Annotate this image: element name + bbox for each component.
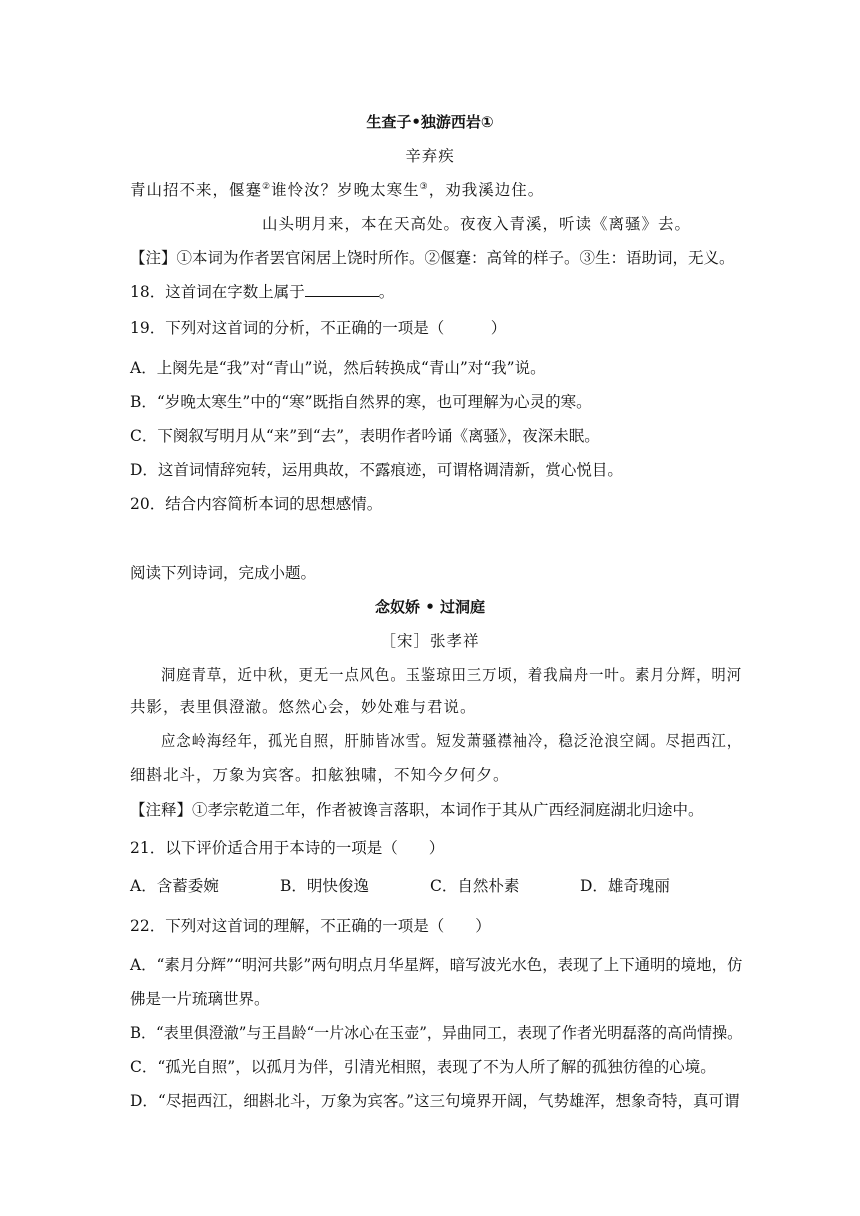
section-intro: 阅读下列诗词，完成小题。 [130,564,317,582]
poem1-line1-part-b: 谁怜汝？岁晚太寒生 [271,181,420,199]
question-21-option-b: B．明快俊逸 [280,877,369,895]
question-19-stem: 19．下列对这首词的分析，不正确的一项是（ ） [130,319,507,337]
poem1-line1-part-a: 青山招不来，偃蹇 [130,181,263,199]
footnote-marker-2: ② [262,181,272,192]
poem1-author: 辛弃疾 [405,147,455,165]
poem1-title: 生查子•独游西岩① [366,113,494,131]
question-22-option-d: D．“尽挹西江，细斟北斗，万象为宾客。”这三句境界开阔，气势雄浑，想象奇特，真可谓 [130,1092,740,1110]
question-18-text: 18．这首词在字数上属于 [130,283,305,301]
question-21-stem: 21．以下评价适合用于本诗的一项是（ ） [130,839,445,857]
question-22-option-a-line2: 佛是一片琉璃世界。 [130,990,270,1008]
question-21-option-d: D．雄奇瑰丽 [580,877,670,895]
poem2-title: 念奴娇 • 过洞庭 [374,598,486,616]
poem1-note: 【注】①本词为作者罢官闲居上饶时所作。②偃蹇：高耸的样子。③生：语助词，无义。 [130,249,735,267]
poem2-stanza2-line1: 应念岭海经年，孤光自照，肝肺皆冰雪。短发萧骚襟袖冷，稳泛沧浪空阔。尽挹西江， [161,732,742,750]
question-22-option-c: C．“孤光自照”，以孤月为伴，引清光相照，表现了不为人所了解的孤独彷徨的心境。 [130,1058,716,1076]
question-19-option-d: D．这首词情辞宛转，运用典故，不露痕迹，可谓格调清新，赏心悦目。 [130,461,623,479]
footnote-marker-3: ③ [419,181,429,192]
question-21-option-a: A．含蓄委婉 [130,877,219,895]
poem2-stanza1-line1: 洞庭青草，近中秋，更无一点风色。玉鉴琼田三万顷，着我扁舟一叶。素月分辉，明河 [161,666,742,684]
poem2-stanza2-line2: 细斟北斗，万象为宾客。扣舷独啸，不知今夕何夕。 [130,766,510,784]
answer-blank [305,282,379,297]
question-19-option-a: A．上阕先是“我”对“青山”说，然后转换成“青山”对“我”说。 [130,359,546,377]
poem1-line2: 山头明月来，本在天高处。夜夜入青溪，听读《离骚》去。 [262,215,692,233]
poem2-stanza1-line2: 共影，表里俱澄澈。悠然心会，妙处难与君说。 [130,698,477,716]
poem2-note: 【注释】①孝宗乾道二年，作者被谗言落职，本词作于其从广西经洞庭湖北归途中。 [130,801,704,819]
question-21-option-c: C．自然朴素 [430,877,520,895]
question-22-stem: 22．下列对这首词的理解，不正确的一项是（ ） [130,917,491,935]
question-19-option-b: B．“岁晚太寒生”中的“寒”既指自然界的寒，也可理解为心灵的寒。 [130,393,592,411]
question-18 [130,282,394,302]
question-19-option-c: C．下阕叙写明月从“来”到“去”，表明作者吟诵《离骚》，夜深未眠。 [130,427,600,445]
poem1-line1 [130,180,544,200]
question-22-option-a-line1: A．“素月分辉”“明河共影”两句明点月华星辉，暗写波光水色，表现了上下通明的境地，仿 [130,956,743,974]
poem1-line1-part-c: ，劝我溪边住。 [428,181,545,199]
question-18-end: 。 [378,283,395,301]
question-22-option-b: B．“表里俱澄澈”与王昌龄“一片冰心在玉壶”，异曲同工，表现了作者光明磊落的高尚情操。 [130,1024,743,1042]
poem2-author: ［宋］张孝祥 [380,632,480,650]
question-20: 20．结合内容简析本词的思想感情。 [130,495,383,513]
